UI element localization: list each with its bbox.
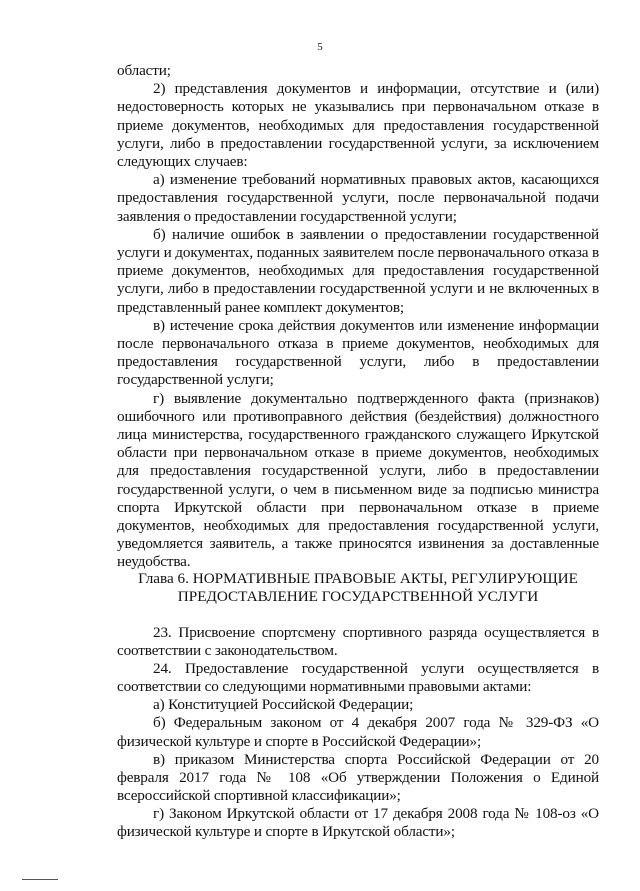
document-body-bottom [117,624,599,841]
legal-act-b: б) Федеральным законом от 4 декабря 2007 года № 329-ФЗ «О физической культуре и спорте в Российской Федерации»; [117,714,599,750]
legal-act-g: г) Законом Иркутской области от 17 декабря 2008 года № 108-оз «О физической культуре и спорте в Иркутской области»; [117,804,599,841]
legal-act-v: в) приказом Министерства спорта Российской Федерации от 20 февраля 2017 года № 108 «Об утверждении Положения о Единой всероссийской спортивной классификации»; [117,750,599,804]
paragraph-subitem-a: а) изменение требований нормативных правовых актов, касающихся предоставления государственной услуги, после первоначальной подачи заявления о предоставлении государственной услуги; [117,171,599,225]
footer-rule [22,879,58,880]
paragraph-23: 23. Присвоение спортсмену спортивного разряда осуществляется в соответствии с законодательством. [117,624,599,660]
paragraph-subitem-v: в) истечение срока действия документов или изменение информации после первоначального отказа в приеме документов, необходимых для предоставления государственной услуги, либо в предоставлении государственной услуги; [117,316,599,389]
paragraph-24: 24. Предоставление государственной услуги осуществляется в соответствии со следующими нормативными правовыми актами: [117,660,599,696]
paragraph-subitem-g: г) выявление документально подтвержденного факта (признаков) ошибочного или противоправного действия (бездействия) должностного лица министерства, государственного гражданского служащего Иркутской области при первоначальном отказе в приеме документов, необходимых для предоставления государственной услуги, либо в предоставлении государственной услуги, о чем в письменном виде за подписью министра спорта Иркутской области при первоначальном отказе в приеме документов, необходимых для предоставления государственной услуги, уведомляется заявитель, а также приносятся извинения за доставленные неудобства. [117,389,599,571]
document-body-top [117,62,599,572]
chapter-heading [117,570,599,606]
legal-act-a: а) Конституцией Российской Федерации; [153,696,414,714]
paragraph-continuation: области; [117,62,171,79]
paragraph-item-2: 2) представления документов и информации, отсутствие и (или) недостоверность которых не указывались при первоначальном отказе в приеме документов, необходимых для предоставления государственной услуги, либо в предоставлении государственной услуги, за исключением следующих случаев: [117,80,599,171]
chapter-title-line2: ПРЕДОСТАВЛЕНИЕ ГОСУДАРСТВЕННОЙ УСЛУГИ [177,588,539,605]
chapter-title-line1: Глава 6. НОРМАТИВНЫЕ ПРАВОВЫЕ АКТЫ, РЕГУЛИРУЮЩИЕ [138,570,578,587]
page-number: 5 [317,41,323,53]
paragraph-subitem-b: б) наличие ошибок в заявлении о предоставлении государственной услуги и документах, поданных заявителем после первоначального отказа в приеме документов, необходимых для предоставления государственной услуги, либо в предоставлении государственной услуги и не включенных в представленный ранее комплект документов; [117,225,599,316]
